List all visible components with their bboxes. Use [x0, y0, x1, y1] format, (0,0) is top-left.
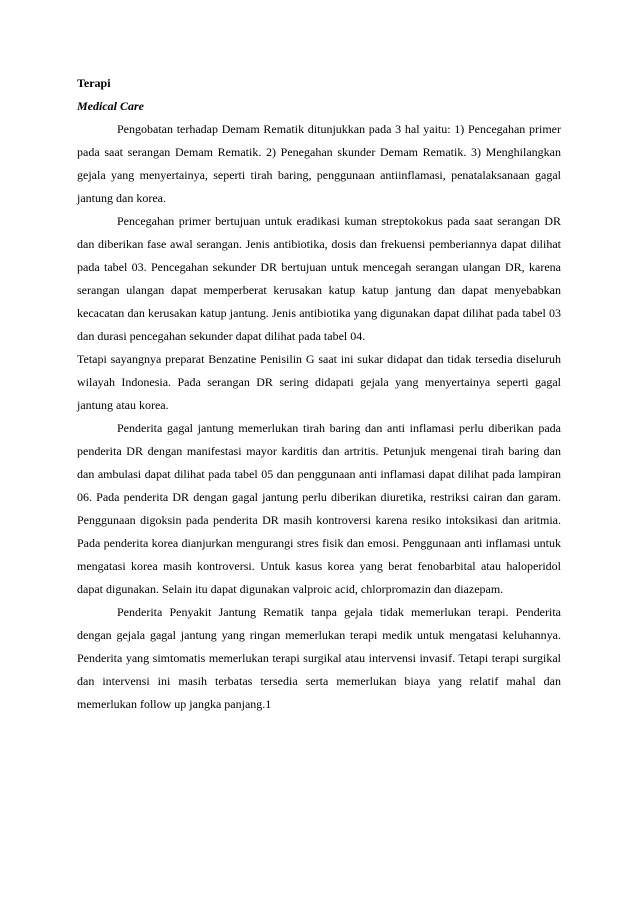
paragraph-benzatine-availability: Tetapi sayangnya preparat Benzatine Penisilin G saat ini sukar didapat dan tidak tersedia diseluruh wilayah Indonesia. Pada serangan DR sering didapati gejala yang menyertainya seperti gagal jantung atau korea.	[77, 352, 561, 412]
paragraph-heart-failure-management: Penderita gagal jantung memerlukan tirah baring dan anti inflamasi perlu diberikan pada penderita DR dengan manifestasi mayor karditis dan artritis. Petunjuk mengenai tirah baring dan dan ambulasi dapat dilihat pada tabel 05 dan penggunaan anti inflamasi dapat dilihat pada lampiran 06. Pada penderita DR dengan gagal jantung perlu diberikan diuretika, restriksi cairan dan garam. Penggunaan digoksin pada penderita DR masih kontroversi karena resiko intoksikasi dan aritmia. Pada penderita korea dianjurkan mengurangi stres fisik dan emosi. Penggunaan anti inflamasi untuk mengatasi korea masih kontroversi. Untuk kasus korea yang berat fenobarbital atau haloperidol dapat digunakan. Selain itu dapat digunakan valproic acid, chlorpromazin dan diazepam.	[77, 421, 561, 596]
section-subheading: Medical Care	[77, 99, 144, 113]
paragraph-rheumatic-heart-disease: Penderita Penyakit Jantung Rematik tanpa gejala tidak memerlukan terapi. Penderita dengan gejala gagal jantung yang ringan memerlukan terapi medik untuk mengatasi keluhannya. Penderita yang simtomatis memerlukan terapi surgikal atau intervensi invasif. Tetapi terapi surgikal dan intervensi ini masih terbatas tersedia serta memerlukan biaya yang relatif mahal dan memerlukan follow up jangka panjang.1	[77, 605, 561, 711]
paragraph-treatment-overview: Pengobatan terhadap Demam Rematik ditunjukkan pada 3 hal yaitu: 1) Pencegahan primer pada saat serangan Demam Rematik. 2) Penegahan skunder Demam Rematik. 3) Menghilangkan gejala yang menyertainya, seperti tirah baring, penggunaan antiinflamasi, penatalaksanaan gagal jantung dan korea.	[77, 122, 561, 205]
section-heading: Terapi	[77, 76, 111, 90]
paragraph-prevention: Pencegahan primer bertujuan untuk eradikasi kuman streptokokus pada saat serangan DR dan diberikan fase awal serangan. Jenis antibiotika, dosis dan frekuensi pemberiannya dapat dilihat pada tabel 03. Pencegahan sekunder DR bertujuan untuk mencegah serangan ulangan DR, karena serangan ulangan dapat memperberat kerusakan katup katup jantung dan dapat menyebabkan kecacatan dan kerusakan katup jantung. Jenis antibiotika yang digunakan dapat dilihat pada tabel 03 dan durasi pencegahan sekunder dapat dilihat pada tabel 04.	[77, 214, 561, 343]
document-page	[77, 72, 561, 716]
